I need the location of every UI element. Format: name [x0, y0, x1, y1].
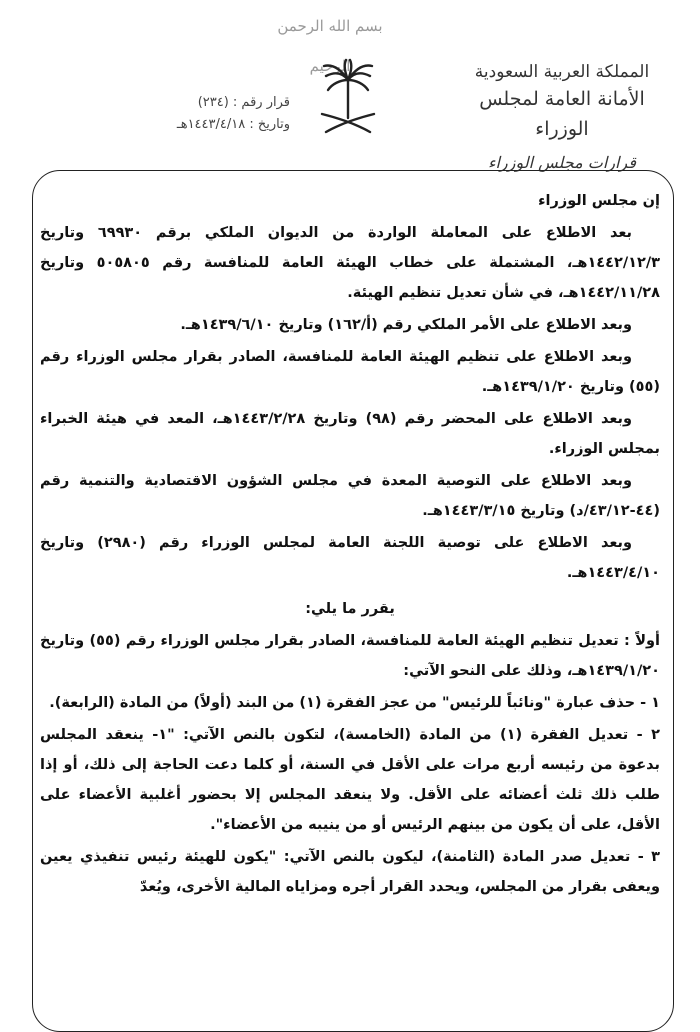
- recital-paragraph: وبعد الاطلاع على تنظيم الهيئة العامة للمنافسة، الصادر بقرار مجلس الوزراء رقم (٥٥) وتاريخ ١٤٣٩/١/٢٠هـ.: [40, 349, 660, 395]
- decision-reference: [110, 92, 290, 136]
- issuer-header: [452, 60, 672, 176]
- decision-date: وتاريخ : ١٤٤٣/٤/١٨هـ: [176, 117, 290, 132]
- kingdom-title: المملكة العربية السعودية: [474, 62, 650, 82]
- decision-number: قرار رقم : (٢٣٤): [197, 95, 290, 110]
- recital-paragraph: وبعد الاطلاع على المحضر رقم (٩٨) وتاريخ ١٤٤٣/٢/٢٨هـ، المعد في هيئة الخبراء بمجلس الوزراء.: [40, 411, 660, 457]
- decisions-title: قرارات مجلس الوزراء: [488, 153, 636, 172]
- amendment-item: ٢ - تعديل الفقرة (١) من المادة (الخامسة)، لتكون بالنص الآتي: "١- ينعقد المجلس بدعوة من رئيسه أربع مرات على الأقل في السنة، أو كلما دعت الحاجة إلى ذلك، أو إذا طلب ذلك ثلث أعضائه على الأقل. ولا ينعقد المجلس إلا بحضور أغلبية الأعضاء على الأقل، على أن يكون من بينهم الرئيس أو من ينيبه من الأعضاء".: [40, 727, 660, 833]
- basmala: بسم الله الرحمن الرحيم: [277, 17, 383, 75]
- recital-paragraph: بعد الاطلاع على المعاملة الواردة من الديوان الملكي برقم ٦٩٩٣٠ وتاريخ ١٤٤٢/١٢/٣هـ، المشتملة على خطاب الهيئة العامة للمنافسة رقم ٥٠٥٨٠٥ وتاريخ ١٤٤٢/١١/٢٨هـ، في شأن تعديل تنظيم الهيئة.: [40, 225, 660, 301]
- decision-body: [40, 186, 660, 902]
- recital-paragraph: وبعد الاطلاع على التوصية المعدة في مجلس الشؤون الاقتصادية والتنمية رقم (٤٤-٤٣/١٢/د) وتاريخ ١٤٤٣/٣/١٥هـ.: [40, 473, 660, 519]
- opening-line: إن مجلس الوزراء: [538, 193, 660, 209]
- palm-swords-emblem-icon: [318, 58, 378, 136]
- decides-heading: يقرر ما يلي:: [305, 601, 395, 617]
- first-clause: أولاً : تعديل تنظيم الهيئة العامة للمنافسة، الصادر بقرار مجلس الوزراء رقم (٥٥) وتاريخ ١٤٣٩/١/٢٠هـ، وذلك على النحو الآتي:: [40, 633, 660, 679]
- recital-paragraph: وبعد الاطلاع على الأمر الملكي رقم (أ/١٦٢) وتاريخ ١٤٣٩/٦/١٠هـ.: [180, 317, 632, 333]
- amendment-item: ١ - حذف عبارة "ونائباً للرئيس" من عجز الفقرة (١) من البند (أولاً) من المادة (الرابعة).: [49, 695, 660, 711]
- recital-paragraph: وبعد الاطلاع على توصية اللجنة العامة لمجلس الوزراء رقم (٢٩٨٠) وتاريخ ١٤٤٣/٤/١٠هـ.: [40, 535, 660, 581]
- secretariat-title: الأمانة العامة لمجلس الوزراء: [479, 88, 645, 140]
- amendment-item: ٣ - تعديل صدر المادة (الثامنة)، ليكون بالنص الآتي: "يكون للهيئة رئيس تنفيذي يعين ويعفى بقرار من المجلس، ويحدد القرار أجره ومزاياه المالية الأخرى، ويُعدّ: [40, 849, 660, 895]
